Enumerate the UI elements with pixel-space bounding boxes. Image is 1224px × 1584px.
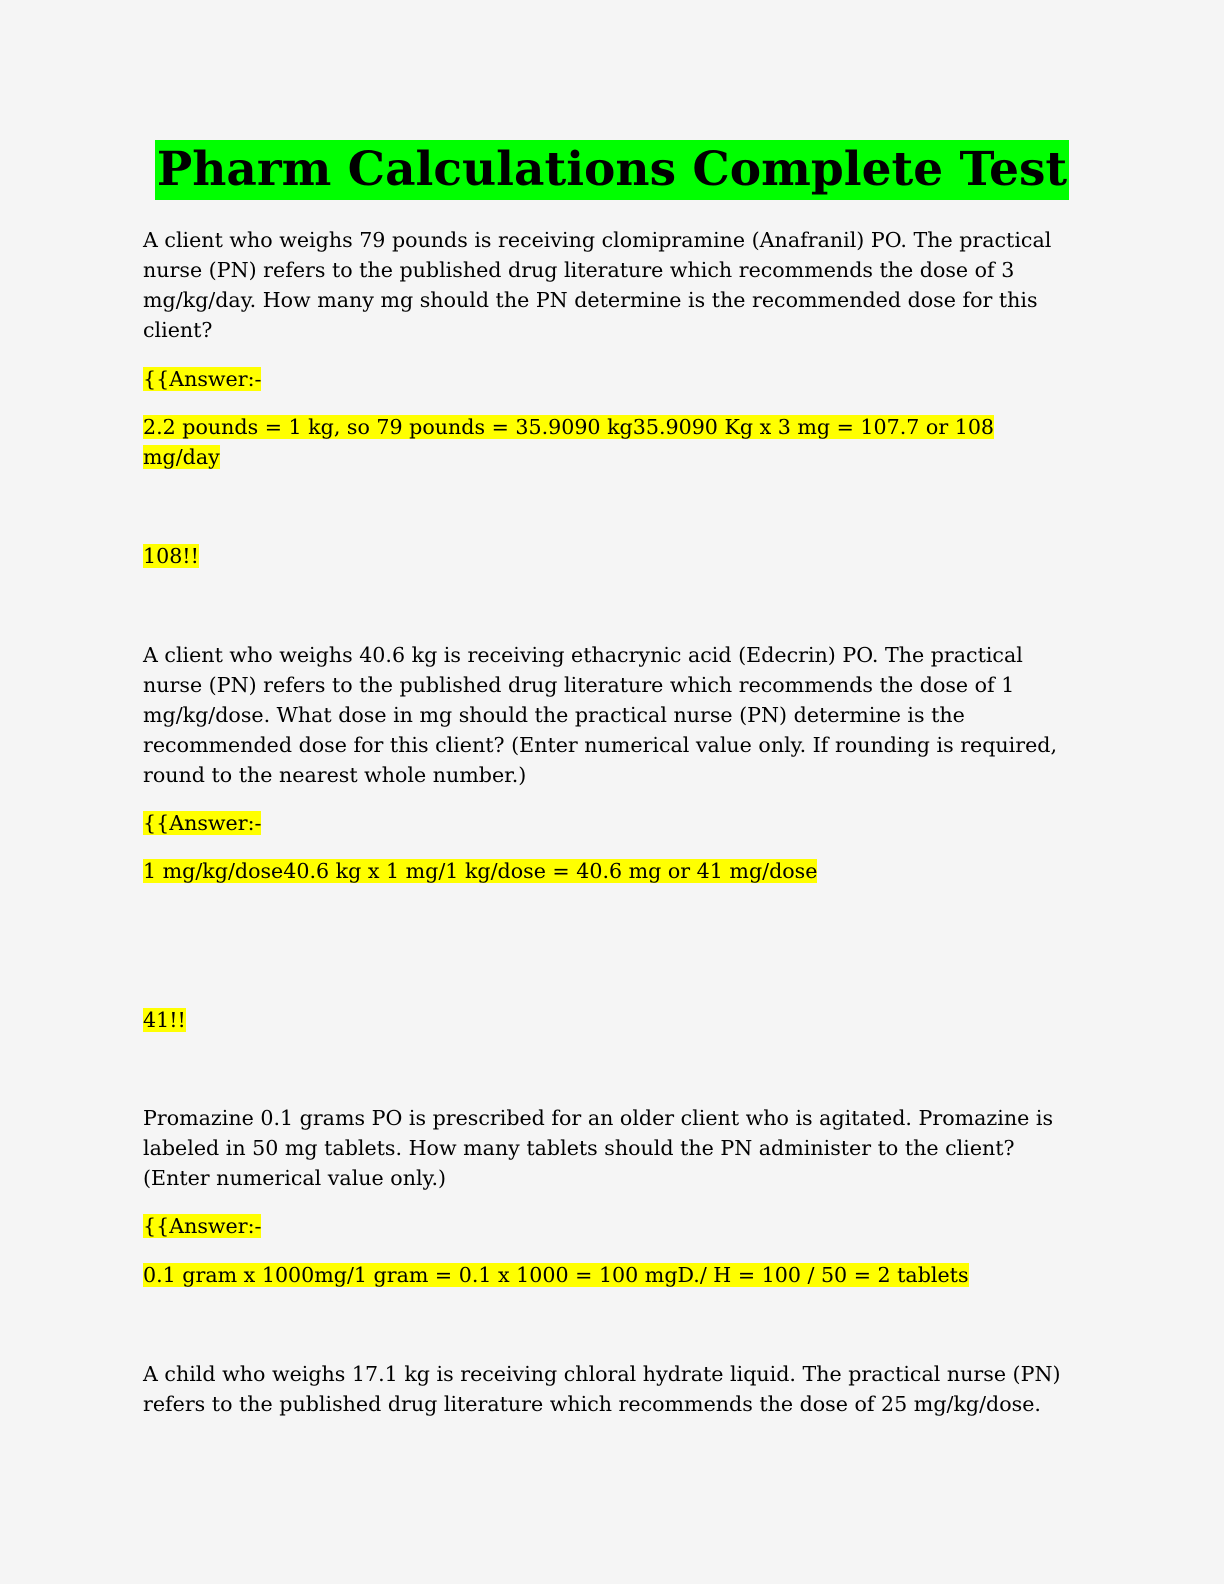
question-1-final-container <box>143 541 1083 571</box>
answer-work: 0.1 gram x 1000mg/1 gram = 0.1 x 1000 = 100 mgD./ H = 100 / 50 = 2 tablets <box>143 1263 969 1287</box>
question-1-answer-label-container <box>143 364 1083 394</box>
final-answer: 108!! <box>143 544 199 568</box>
question-2-answer-label-container <box>143 808 1083 838</box>
question-1-text: A client who weighs 79 pounds is receiving clomipramine (Anafranil) PO. The practical nurse (PN) refers to the published drug literature which recommends the dose of 3 mg/kg/day. How many mg should the PN determine is the recommended dose for this client? <box>143 228 1052 342</box>
question-3-text: Promazine 0.1 grams PO is prescribed for an older client who is agitated. Promazine is labeled in 50 mg tablets. How many tablets should the PN administer to the client? (Enter numerical value only.) <box>143 1106 1054 1190</box>
question-1-work-container <box>143 412 1013 472</box>
title-container <box>0 140 1224 200</box>
answer-work: 2.2 pounds = 1 kg, so 79 pounds = 35.9090 kg35.9090 Kg x 3 mg = 107.7 or 108 mg/day <box>143 415 995 469</box>
question-2-text: A client who weighs 40.6 kg is receiving ethacrynic acid (Edecrin) PO. The practical nurse (PN) refers to the published drug literature which recommends the dose of 1 mg/kg/dose. What dose in mg should the practical nurse (PN) determine is the recommended dose for this client? (Enter numerical value only. If rounding is required, round to the nearest whole number.) <box>143 643 1058 787</box>
answer-work: 1 mg/kg/dose40.6 kg x 1 mg/1 kg/dose = 40.6 mg or 41 mg/dose <box>143 859 818 883</box>
answer-label: {{Answer:- <box>143 1214 262 1238</box>
question-4-text: A child who weighs 17.1 kg is receiving chloral hydrate liquid. The practical nurse (PN) refers to the published drug literature which recommends the dose of 25 mg/kg/dose. <box>143 1362 1061 1416</box>
question-2-final-container <box>143 1005 1083 1035</box>
question-3-answer-label-container <box>143 1211 1083 1241</box>
final-answer: 41!! <box>143 1008 186 1032</box>
page-title: Pharm Calculations Complete Test <box>155 140 1069 200</box>
question-2-work-container <box>143 856 1083 886</box>
answer-label: {{Answer:- <box>143 367 262 391</box>
answer-label: {{Answer:- <box>143 811 262 835</box>
question-3-work-container <box>143 1260 1083 1290</box>
